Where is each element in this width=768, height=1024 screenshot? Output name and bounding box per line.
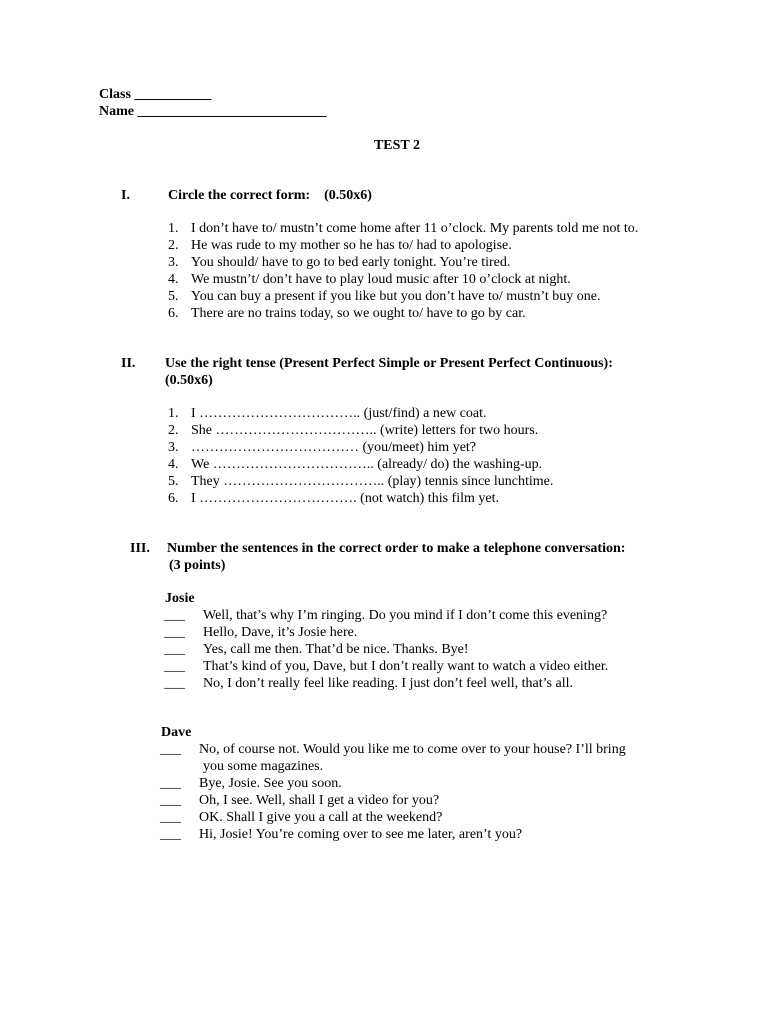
list-item-number: 1. <box>168 406 179 421</box>
order-blank: ___ <box>160 776 181 791</box>
conversation-line: Well, that’s why I’m ringing. Do you mind if I don’t come this evening? <box>203 608 608 623</box>
section-2-numeral: II. <box>121 356 136 371</box>
order-blank: ___ <box>164 676 185 691</box>
conversation-line: Yes, call me then. That’d be nice. Thanks. Bye! <box>203 642 469 657</box>
list-item-number: 4. <box>168 457 179 472</box>
list-item-text: We …………………………….. (already/ do) the washing-up. <box>191 457 543 472</box>
section-2-title-line-1: Use the right tense (Present Perfect Simple or Present Perfect Continuous): <box>165 356 613 371</box>
list-item-text: You can buy a present if you like but you don’t have to/ mustn’t buy one. <box>191 289 601 304</box>
order-blank: ___ <box>164 625 185 640</box>
conversation-line-continuation: you some magazines. <box>203 759 324 774</box>
order-blank: ___ <box>164 608 185 623</box>
list-item-text: I don’t have to/ mustn’t come home after 11 o’clock. My parents told me not to. <box>191 221 639 236</box>
section-2-title-line-2: (0.50x6) <box>165 373 213 388</box>
list-item-number: 2. <box>168 238 179 253</box>
list-item-number: 2. <box>168 423 179 438</box>
conversation-line: No, I don’t really feel like reading. I just don’t feel well, that’s all. <box>203 676 573 691</box>
list-item-number: 5. <box>168 474 179 489</box>
conversation-line: Bye, Josie. See you soon. <box>199 776 342 791</box>
list-item-number: 3. <box>168 440 179 455</box>
list-item-text: They …………………………….. (play) tennis since lunchtime. <box>191 474 554 489</box>
list-item-text: You should/ have to go to bed early tonight. You’re tired. <box>191 255 511 270</box>
list-item-text: She …………………………….. (write) letters for two hours. <box>191 423 539 438</box>
class-line: Class ___________ <box>99 87 212 102</box>
speaker-josie: Josie <box>165 591 195 606</box>
list-item-number: 4. <box>168 272 179 287</box>
order-blank: ___ <box>164 642 185 657</box>
name-line: Name ___________________________ <box>99 104 327 119</box>
conversation-line: Oh, I see. Well, shall I get a video for you? <box>199 793 440 808</box>
conversation-line: Hi, Josie! You’re coming over to see me later, aren’t you? <box>199 827 523 842</box>
order-blank: ___ <box>164 659 185 674</box>
list-item-number: 6. <box>168 491 179 506</box>
order-blank: ___ <box>160 827 181 842</box>
list-item-text: We mustn’t/ don’t have to play loud music after 10 o’clock at night. <box>191 272 571 287</box>
conversation-line: No, of course not. Would you like me to come over to your house? I’ll bring <box>199 742 626 757</box>
list-item-number: 1. <box>168 221 179 236</box>
list-item-text: There are no trains today, so we ought to/ have to go by car. <box>191 306 526 321</box>
speaker-dave: Dave <box>161 725 192 740</box>
list-item-number: 5. <box>168 289 179 304</box>
page-title: TEST 2 <box>373 138 421 153</box>
section-3-numeral: III. <box>130 541 150 556</box>
section-3-title-line-1: Number the sentences in the correct order to make a telephone conversation: <box>167 541 626 556</box>
order-blank: ___ <box>160 810 181 825</box>
conversation-line: Hello, Dave, it’s Josie here. <box>203 625 358 640</box>
list-item-number: 3. <box>168 255 179 270</box>
list-item-text: I ……………………………. (not watch) this film yet. <box>191 491 499 506</box>
list-item-text: He was rude to my mother so he has to/ had to apologise. <box>191 238 512 253</box>
conversation-line: OK. Shall I give you a call at the weekend? <box>199 810 443 825</box>
list-item-number: 6. <box>168 306 179 321</box>
section-1-title: Circle the correct form: (0.50x6) <box>168 188 372 203</box>
order-blank: ___ <box>160 742 181 757</box>
list-item-text: ……………………………… (you/meet) him yet? <box>191 440 477 455</box>
section-1-numeral: I. <box>121 188 130 203</box>
list-item-text: I …………………………….. (just/find) a new coat. <box>191 406 487 421</box>
conversation-line: That’s kind of you, Dave, but I don’t really want to watch a video either. <box>203 659 609 674</box>
section-3-title-line-2: (3 points) <box>169 558 226 573</box>
order-blank: ___ <box>160 793 181 808</box>
